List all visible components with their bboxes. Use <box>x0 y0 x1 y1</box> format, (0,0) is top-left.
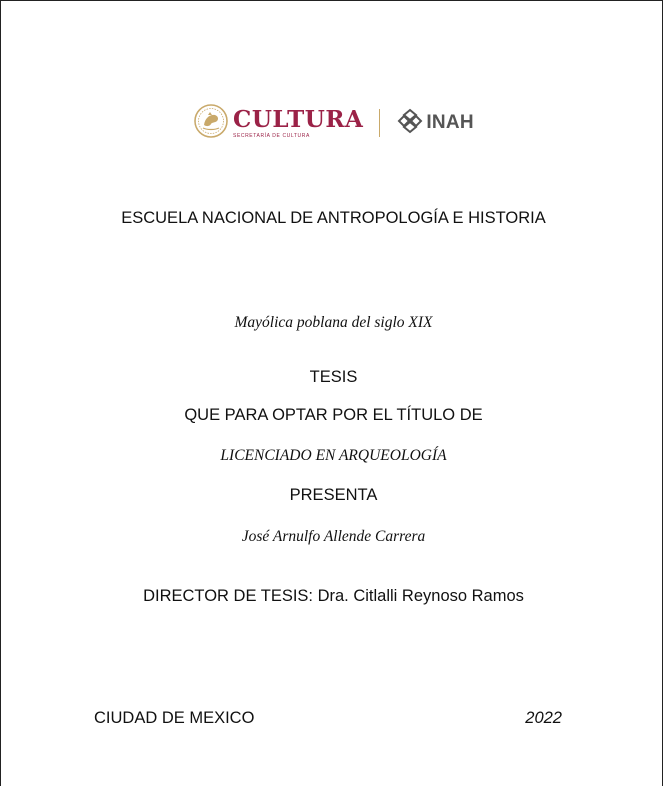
city: CIUDAD DE MEXICO <box>94 709 255 727</box>
tesis-heading: TESIS <box>309 368 358 386</box>
thesis-title: Mayólica poblana del siglo XIX <box>234 314 433 331</box>
cultura-subtitle: SECRETARÍA DE CULTURA <box>233 132 310 139</box>
year: 2022 <box>525 709 562 727</box>
author-name: José Arnulfo Allende Carrera <box>241 528 426 545</box>
thesis-director: DIRECTOR DE TESIS: Dra. Citlalli Reynoso Ramos <box>143 587 524 605</box>
degree-intro: QUE PARA OPTAR POR EL TÍTULO DE <box>184 406 483 424</box>
school-name: ESCUELA NACIONAL DE ANTROPOLOGÍA E HISTORIA <box>121 209 546 227</box>
inah-wordmark: INAH <box>426 112 474 133</box>
cultura-logo <box>193 103 363 144</box>
logo-divider <box>379 109 380 137</box>
presenta-label: PRESENTA <box>289 486 378 504</box>
degree-title: LICENCIADO EN ARQUEOLOGÍA <box>220 447 447 464</box>
inah-glyph-icon <box>396 107 424 140</box>
cultura-wordmark: CULTURA <box>233 105 364 133</box>
inah-logo <box>396 107 474 140</box>
mexico-eagle-emblem-icon <box>193 103 229 144</box>
header-logos <box>1 101 665 145</box>
